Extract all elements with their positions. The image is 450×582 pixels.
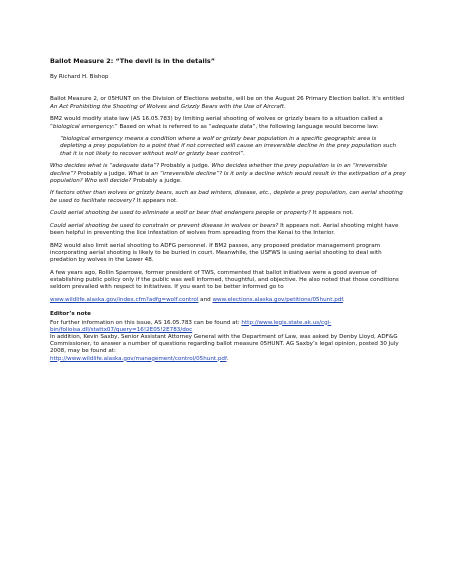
- article-title: Ballot Measure 2: “The devil is in the details”: [50, 57, 215, 65]
- byline: By Richard H. Bishop: [50, 74, 109, 81]
- term-biological-emergency: biological emergency: [52, 123, 113, 130]
- link-elections-petition[interactable]: www.elections.alaska.gov/petitions/05hunt.pdf: [212, 297, 343, 304]
- editors-note-title: Editor’s note: [50, 311, 91, 318]
- intro-text: Ballot Measure 2, or 05HUNT on the Division of Elections website, will be on the August 26 Primary Election ballot. It’s entitled: [50, 96, 405, 103]
- paragraph-who-decides: Who decides what is “adequate data”? Probably a judge. Who decides whether the prey population is in an “irreversible decline”? Probably a judge. What is an “irreversible decline”? Is it only a decline which would result in the extirpation of a prey population? Who will decide? Probably a judge.: [50, 163, 406, 184]
- paragraph-intro: Ballot Measure 2, or 05HUNT on the Division of Elections website, will be on the August 26 Primary Election ballot. It’s entitled An Act Prohibiting the Shooting of Wolves and Grizzly Bears with the Use of Aircraft.: [50, 96, 405, 110]
- editors-note-opinion-link-line: http://www.wildlife.alaska.gov/management/control/05hunt.pdf.: [50, 355, 229, 362]
- link-statute[interactable]: http://www.legis.state.ak.us/cgi-bin/folioisa.dll/stattx07/query=16!2E05!2E783/doc: [50, 319, 332, 333]
- paragraph-disease: Could aerial shooting be used to constrain or prevent disease in wolves or bears? It appears not. Aerial shooting might have been helpful in preventing the lice infestation of wolves from spreading from the Kenai to the Interior.: [50, 223, 399, 237]
- paragraph-law-change: BM2 would modify state law (AS 16.05.783) by limiting aerial shooting of wolves or grizzly bears to a situation called a “biological emergency:” Based on what is referred to as “adequate data”, the following language would become law:: [50, 116, 383, 130]
- paragraph-endangers-people: Could aerial shooting be used to eliminate a wolf or bear that endangers people or property? It appears not.: [50, 210, 354, 217]
- act-title: An Act Prohibiting the Shooting of Wolves and Grizzly Bears with the Use of Aircraft: [50, 103, 284, 110]
- paragraph-links: www.wildlife.alaska.gov/index.cfm?adfg=wolf.control and www.elections.alaska.gov/petitions/05hunt.pdf.: [50, 297, 345, 304]
- editors-note-statute: For further information on this issue, AS 16.05.783 can be found at: http://www.legis.state.ak.us/cgi-bin/folioisa.dll/stattx07/query=16!2E05!2E783/doc: [50, 319, 332, 333]
- paragraph-other-factors: If factors other than wolves or grizzly bears, such as bad winters, disease, etc., deplete a prey population, can aerial shooting be used to facilitate recovery? It appears not.: [50, 190, 403, 204]
- paragraph-ballot-initiatives: A few years ago, Rollin Sparrowe, former president of TWS, commented that ballot initiatives were a good avenue of establishing public policy only if the public was well informed, thoughtful, and objective. He also noted that those conditions seldom prevailed with respect to initiatives. If you want to be better informed go to: [50, 270, 399, 291]
- law-quote: “biological emergency means a condition where a wolf or grizzly bear population in a specific geographic area is depleting a prey population to a point that if not corrected will cause an irreversible decline in the prey population such that it is not likely to recover without wolf or grizzly bear control”.: [60, 136, 397, 157]
- editors-note-legal-opinion: In addition, Kevin Saxby, Senior Assistant Attorney General with the Department of Law, was asked by Denby Lloyd, ADF&G Commissioner, to answer a number of questions regarding ballot measure 05HUNT. AG Saxby’s legal opinion, posted 30 July 2008, may be found at:: [50, 333, 399, 355]
- paragraph-adfg-personnel: BM2 would also limit aerial shooting to ADFG personnel. If BM2 passes, any proposed predator management program incorporating aerial shooting is likely to be buried in court. Meanwhile, the USFWS is using aerial shooting to deal with predation by wolves in the Lower 48.: [50, 242, 382, 264]
- term-adequate-data: adequate data: [211, 123, 253, 130]
- link-adfg-wolf-control[interactable]: www.wildlife.alaska.gov/index.cfm?adfg=wolf.control: [50, 297, 199, 304]
- link-legal-opinion[interactable]: http://www.wildlife.alaska.gov/management/control/05hunt.pdf: [50, 355, 227, 362]
